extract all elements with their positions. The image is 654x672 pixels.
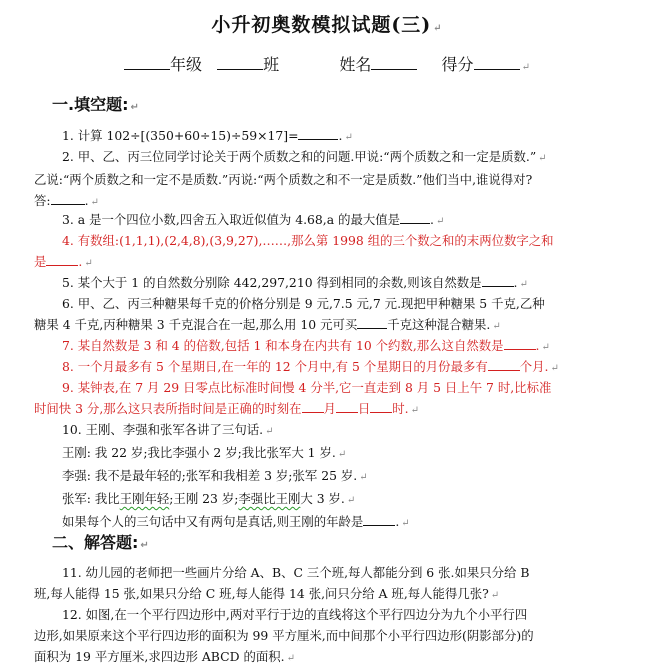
- q1-answer-blank[interactable]: [298, 126, 338, 140]
- question-4: 4. 有数组:(1,1,1),(2,4,8),(3,9,27),……,那么第 1998 组的三个数之和的末两位数字之和 是 . ↵: [34, 233, 554, 269]
- class-blank[interactable]: [217, 56, 263, 70]
- question-2: 2. 甲、乙、丙三位同学讨论关于两个质数之和的问题.甲说:“两个质数之和一定是质数.” ↵ 乙说:“两个质数之和一定不是质数.”丙说:“两个质数之和不一定是质数.”他们当中,谁说得对? 答: . ↵: [34, 149, 547, 208]
- q6-answer-blank[interactable]: [357, 315, 387, 329]
- q9-hour-blank[interactable]: [370, 399, 392, 413]
- question-8: 8. 一个月最多有 5 个星期日,在一年的 12 个月中,有 5 个星期日的月份最多有 个月. ↵: [62, 359, 559, 374]
- question-1: 1. 计算 102÷[(350+60÷15)÷59×17]= . ↵: [62, 128, 353, 143]
- question-9: 9. 某钟表,在 7 月 29 日零点比标准时间慢 4 分半,它一直走到 8 月 5 日上午 7 时,比标准 时间快 3 分,那么这只表所指时间是正确的时刻在 月 日 时. ↵: [34, 380, 552, 416]
- class-label: 班: [263, 55, 280, 74]
- q10-zhang-statement: 张军: 我比王刚年轻;王刚 23 岁;李强比王刚大 3 岁. ↵: [62, 491, 356, 506]
- question-7: 7. 某自然数是 3 和 4 的倍数,包括 1 和本身在内共有 10 个约数,那么这自然数是 . ↵: [62, 338, 550, 353]
- q7-answer-blank[interactable]: [504, 336, 536, 350]
- q10-wang-statement: 王刚: 我 22 岁;我比李强小 2 岁;我比张军大 1 岁.: [62, 445, 336, 460]
- q10-answer-blank[interactable]: [363, 512, 395, 526]
- section-answer-heading: 二、解答题: ↵: [52, 533, 149, 552]
- section-fill-in-heading: 一.填空题: ↵: [52, 95, 139, 114]
- grade-blank[interactable]: [124, 56, 170, 70]
- question-12: 12. 如图,在一个平行四边形中,两对平行于边的直线将这个平行四边分为九个小平行四 边形,如果原来这个平行四边形的面积为 99 平方厘米,而中间那个小平行四边形(阴影部分)的 面积为 19 平方厘米,求四边形 ABCD 的面积. ↵: [34, 607, 534, 664]
- q9-month-blank[interactable]: [302, 399, 324, 413]
- q8-answer-blank[interactable]: [488, 357, 520, 371]
- grade-label: 年级: [170, 55, 203, 74]
- question-6: 6. 甲、乙、丙三种糖果每千克的价格分别是 9 元,7.5 元,7 元.现把甲种糖果 5 千克,乙种 糖果 4 千克,丙种糖果 3 千克混合在一起,那么用 10 元可买 千克这种混合糖果. ↵: [34, 296, 545, 332]
- question-10: 10. 王刚、李强和张军各讲了三句话. ↵ 王刚: 我 22 岁;我比李强小 2 岁;我比张军大 1 岁. ↵ 李强: 我不是最年轻的;张军和我相差 3 岁;张军 25 岁. ↵ 张军: 我比王刚年轻;王刚 23 岁;李强比王刚大 3 岁. ↵ 如果每个人的三句话中又有两句是真话,则王刚的年龄是 . ↵: [34, 419, 624, 534]
- q2-answer-blank[interactable]: [51, 191, 85, 205]
- question-11: 11. 幼儿园的老师把一些画片分给 A、B、C 三个班,每人都能分到 6 张.如果只分给 B 班,每人能得 15 张,如果只分给 C 班,每人能得 14 张,问只分给 A 班,每人能得几张? ↵: [34, 565, 530, 601]
- name-blank[interactable]: [371, 56, 417, 70]
- question-3: 3. a 是一个四位小数,四舍五入取近似值为 4.68,a 的最大值是 . ↵: [62, 212, 445, 227]
- name-label: 姓名: [339, 55, 372, 74]
- q3-answer-blank[interactable]: [400, 210, 430, 224]
- q5-answer-blank[interactable]: [482, 273, 514, 287]
- page-title: 小升初奥数模拟试题(三) ↵: [211, 14, 443, 36]
- q9-day-blank[interactable]: [336, 399, 358, 413]
- question-5: 5. 某个大于 1 的自然数分别除 442,297,210 得到相同的余数,则该自然数是 . ↵: [62, 275, 528, 290]
- q4-answer-blank[interactable]: [46, 252, 78, 266]
- student-info-row: 年级 班 姓名 得分 ↵: [0, 52, 654, 75]
- q10-li-statement: 李强: 我不是最年轻的;张军和我相差 3 岁;张军 25 岁.: [62, 468, 358, 483]
- score-blank[interactable]: [474, 56, 520, 70]
- score-label: 得分: [441, 55, 474, 74]
